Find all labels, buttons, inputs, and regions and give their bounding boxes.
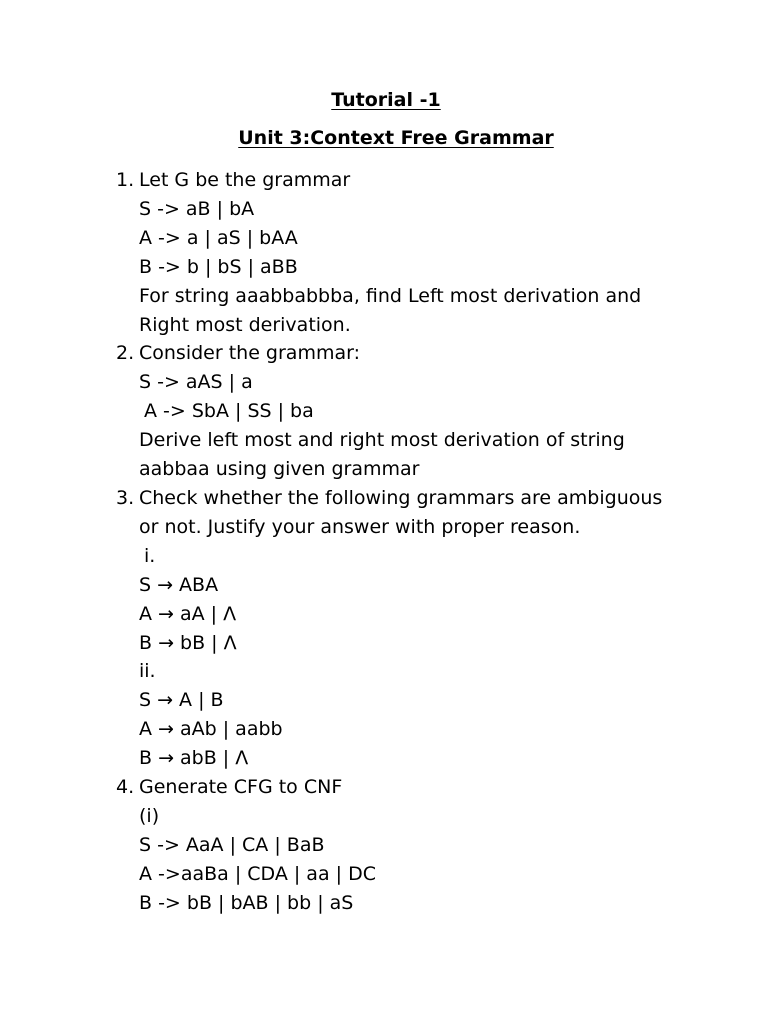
q2-task-line-2: aabbaa using given grammar	[139, 458, 420, 481]
question-1-text: Let G be the grammar	[139, 169, 351, 191]
q2-task-line-1: Derive left most and right most derivation of string	[139, 429, 625, 452]
q1-task-line-2: Right most derivation.	[139, 313, 351, 336]
q3-part-ii-rule-b: B → abB | Λ	[139, 747, 249, 770]
q1-task-line-1: For string aaabbabbba, find Left most derivation and	[139, 284, 642, 307]
document-title: Tutorial -1	[331, 89, 441, 111]
q1-rule-b: B -> b | bS | aBB	[139, 255, 298, 278]
question-3-text-line-2: or not. Justify your answer with proper reason.	[139, 515, 581, 538]
question-4	[116, 773, 716, 802]
question-2	[116, 339, 716, 368]
question-3	[116, 484, 716, 513]
q4-rule-a: A ->aaBa | CDA | aa | DC	[139, 862, 376, 885]
question-list	[116, 166, 716, 918]
document-subtitle: Unit 3:Context Free Grammar	[238, 127, 554, 149]
q1-rule-s: S -> aB | bA	[139, 197, 255, 220]
q4-rule-s: S -> AaA | CA | BaB	[139, 833, 325, 856]
q2-rule-s: S -> aAS | a	[139, 371, 253, 394]
question-3-number: 3.	[116, 486, 135, 509]
q3-part-ii-rule-a: A → aAb | aabb	[139, 718, 283, 741]
question-3-text-line-1: Check whether the following grammars are ambiguous	[139, 486, 663, 509]
q1-rule-a: A -> a | aS | bAA	[139, 226, 298, 249]
q3-part-ii-label: ii.	[139, 660, 156, 683]
q3-part-i-label: i.	[144, 544, 156, 567]
question-2-number: 2.	[116, 342, 135, 365]
question-1	[116, 166, 716, 195]
q3-part-i-rule-a: A → aA | Λ	[139, 602, 237, 625]
q3-part-i-rule-b: B → bB | Λ	[139, 631, 237, 654]
question-4-text: Generate CFG to CNF	[139, 776, 343, 799]
question-2-text: Consider the grammar:	[139, 342, 360, 365]
question-4-number: 4.	[116, 776, 135, 799]
q3-part-ii-rule-s: S → A | B	[139, 689, 224, 712]
question-1-number: 1.	[116, 169, 135, 191]
q4-part-label: (i)	[139, 804, 160, 827]
q2-rule-a: A -> SbA | SS | ba	[144, 400, 314, 423]
q4-rule-b: B -> bB | bAB | bb | aS	[139, 891, 354, 914]
q3-part-i-rule-s: S → ABA	[139, 573, 219, 596]
